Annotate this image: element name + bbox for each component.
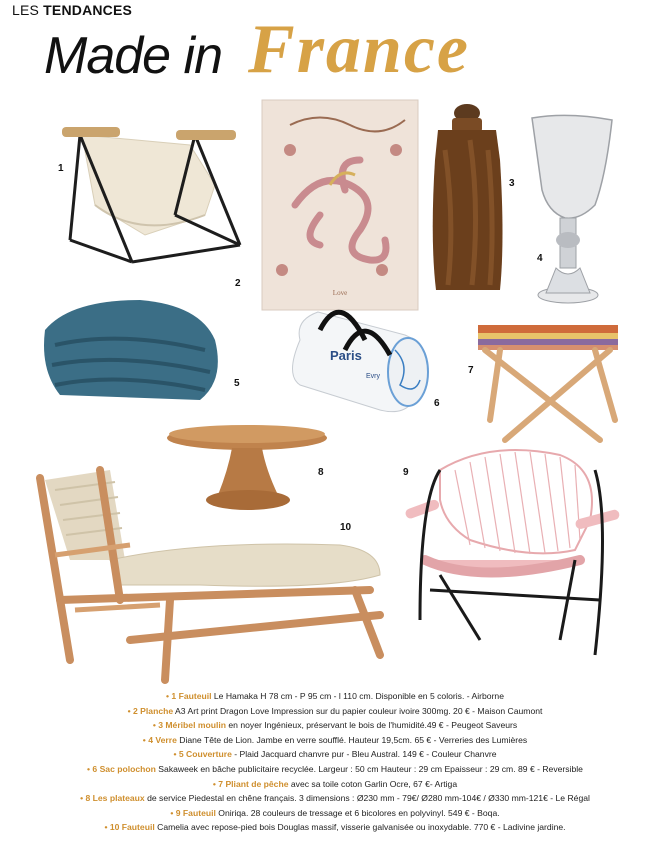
caption-line: • 2 Planche A3 Art print Dragon Love Impression sur du papier couleur ivoire 300mg. 20 € - Maison Caumont [127, 705, 543, 716]
caption-line: • 9 Fauteuil Oniriqa. 28 couleurs de tressage et 6 bicolores en polyvinyl. 549 € - Boqa. [170, 807, 500, 818]
hamaka-chair-image [62, 127, 240, 262]
product-captions [0, 689, 670, 835]
caption-line: • 10 Fauteuil Camelia avec repose-pied bois Douglas massif, visserie galvanisée ou inoxydable. 770 € - Ladivine jardine. [104, 822, 566, 833]
product-number-8: 8 [318, 467, 324, 478]
product-number-4: 4 [537, 253, 543, 264]
caption-line: • 5 Couverture - Plaid Jacquard chanvre pur - Bleu Austral. 149 € - Couleur Chanvre [173, 749, 497, 760]
product-number-9: 9 [403, 467, 409, 478]
caption-line: • 8 Les plateaux de service Piedestal en chêne français. 3 dimensions : Ø230 mm - 79€/ Ø280 mm-104€ / Ø330 mm-121€ - Le Régal [80, 793, 590, 804]
glass-image [532, 115, 612, 303]
dragon-print-image [262, 100, 418, 310]
bag-print-sub: Evry [366, 373, 380, 380]
folding-stool-image [478, 325, 618, 440]
art-label: Love [332, 289, 348, 297]
blanket-image [44, 300, 218, 400]
title-france: France [248, 11, 470, 88]
wooden-stand-image [167, 425, 327, 510]
caption-line: • 3 Méribel moulin en noyer Ingénieux, préservant le bois de l'humidité.49 € - Peugeot Saveurs [152, 720, 518, 731]
product-number-2: 2 [235, 278, 241, 289]
caption-line: • 6 Sac polochon Sakaweek en bâche publicitaire recyclée. Largeur : 50 cm Hauteur : 29 cm Epaisseur : 29 cm. 89 € - Reversible [87, 763, 583, 774]
peppermill-image [433, 104, 503, 290]
duffel-bag-image [293, 312, 429, 412]
product-number-1: 1 [58, 163, 64, 174]
product-number-5: 5 [234, 378, 240, 389]
section-label: LES TENDANCES [12, 2, 133, 18]
caption-line: • 1 Fauteuil Le Hamaka H 78 cm - P 95 cm - l 110 cm. Disponible en 5 coloris. - Airborne [166, 691, 504, 701]
title-made-in: Made in [44, 27, 222, 85]
pink-chair-image [404, 450, 620, 655]
caption-line: • 7 Pliant de pêche avec sa toile coton Garlin Ocre, 67 €- Artiga [212, 778, 458, 789]
product-number-6: 6 [434, 398, 440, 409]
product-number-7: 7 [468, 365, 474, 376]
product-number-3: 3 [509, 178, 515, 189]
caption-line: • 4 Verre Diane Tête de Lion. Jambe en verre soufflé. Hauteur 19,5cm. 65 € - Verreries des Lumières [142, 734, 528, 745]
product-number-10: 10 [340, 522, 352, 533]
bag-print: Paris [330, 348, 362, 363]
